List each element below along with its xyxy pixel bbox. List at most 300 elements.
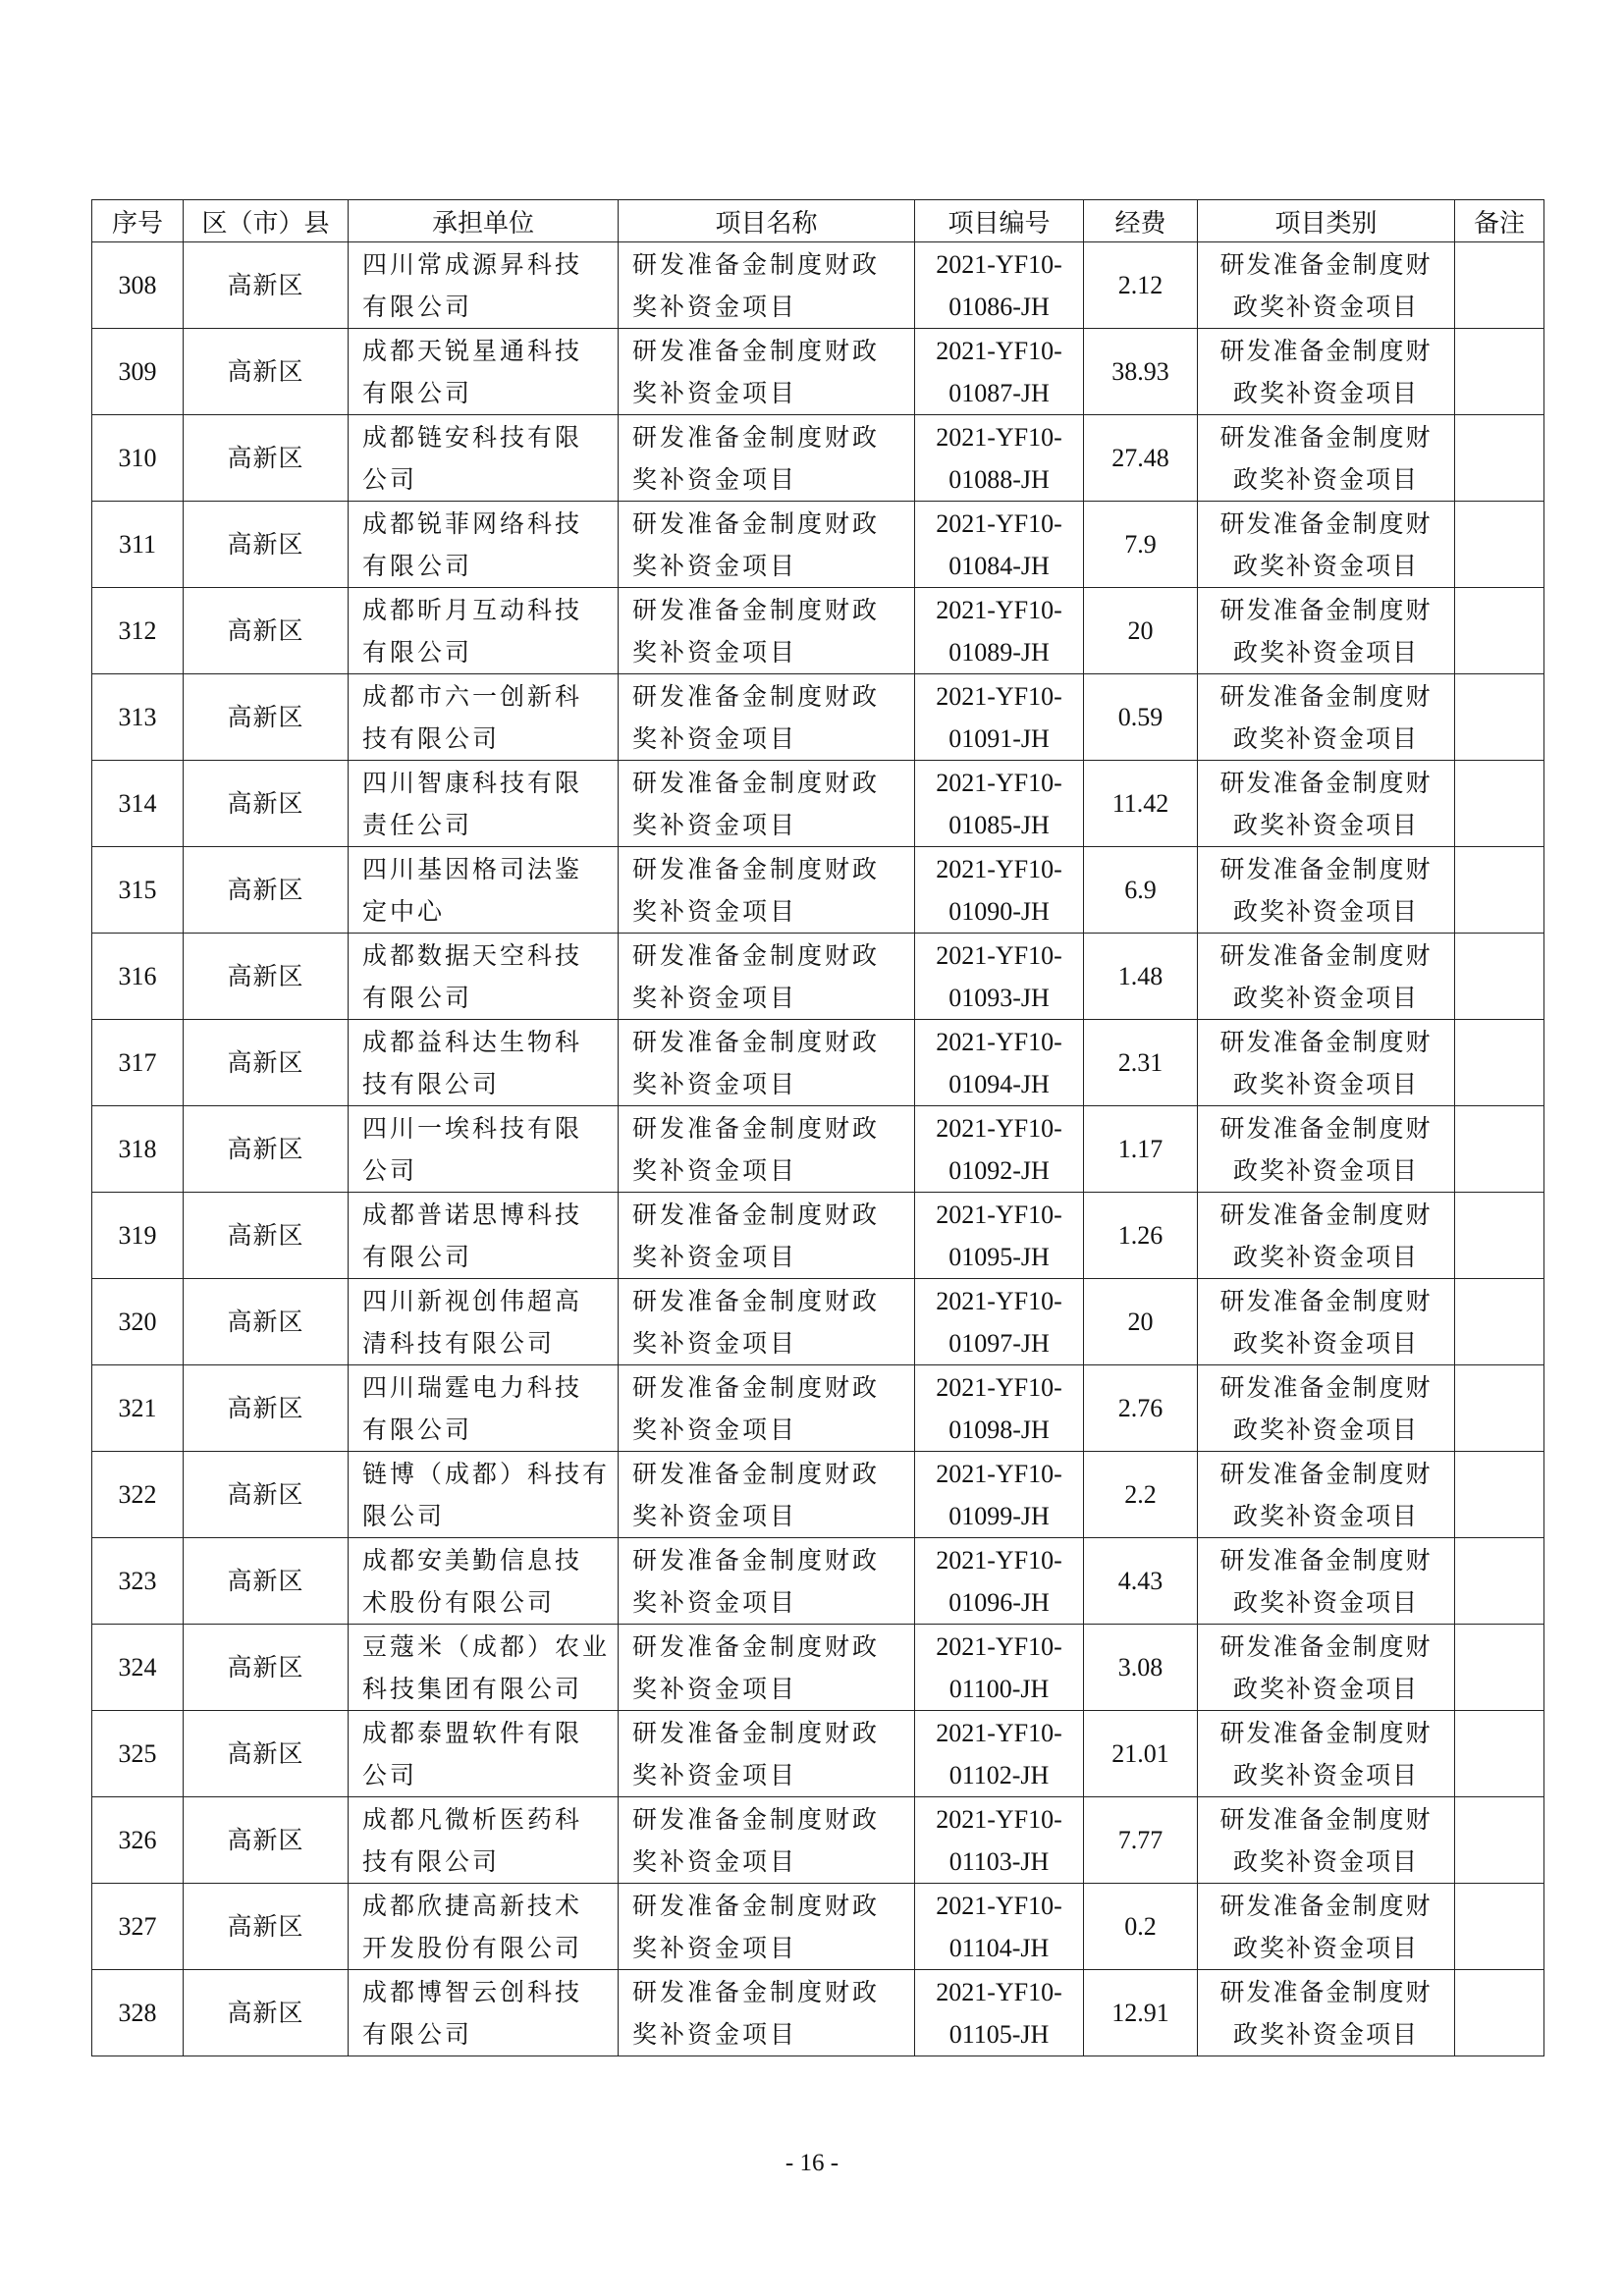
header-district: 区（市）县: [184, 200, 349, 242]
cell-note: [1455, 1538, 1544, 1625]
cell-project-name-line: 研发准备金制度财政: [632, 422, 881, 452]
table-row: [92, 674, 1544, 761]
cell-project-type-line: 研发准备金制度财: [1219, 1113, 1433, 1143]
cell-unit: [349, 761, 619, 847]
cell-no: 317: [92, 1020, 184, 1106]
cell-project-type: [1198, 934, 1455, 1020]
cell-project-code: [915, 674, 1084, 761]
cell-unit-line: 成都天锐星通科技: [362, 336, 583, 365]
cell-district: 高新区: [184, 1625, 349, 1711]
cell-fee: 3.08: [1084, 1625, 1198, 1711]
cell-project-type: [1198, 1625, 1455, 1711]
cell-note: [1455, 502, 1544, 588]
cell-project-type-line: 政奖补资金项目: [1232, 1328, 1419, 1358]
cell-project-name: [619, 1020, 915, 1106]
cell-fee: 7.77: [1084, 1797, 1198, 1884]
table-row: [92, 1106, 1544, 1193]
cell-project-type-line: 研发准备金制度财: [1219, 768, 1433, 797]
cell-note: [1455, 415, 1544, 502]
cell-project-code-line: 2021-YF10-: [936, 1372, 1062, 1402]
cell-district: 高新区: [184, 242, 349, 329]
cell-district: 高新区: [184, 674, 349, 761]
table-row: [92, 1970, 1544, 2056]
cell-project-type-line: 政奖补资金项目: [1232, 1069, 1419, 1098]
cell-note: [1455, 1797, 1544, 1884]
cell-project-code-line: 2021-YF10-: [936, 854, 1062, 883]
cell-no: 328: [92, 1970, 184, 2056]
table-row: [92, 1625, 1544, 1711]
cell-project-name: [619, 1452, 915, 1538]
cell-project-code: [915, 1884, 1084, 1970]
cell-project-name: [619, 502, 915, 588]
cell-project-name-line: 研发准备金制度财政: [632, 681, 881, 711]
cell-no: 313: [92, 674, 184, 761]
cell-project-type-line: 研发准备金制度财: [1219, 1545, 1433, 1575]
cell-fee: 7.9: [1084, 502, 1198, 588]
cell-unit-line: 四川常成源昇科技: [362, 249, 583, 279]
cell-unit-line: 四川智康科技有限: [362, 768, 583, 797]
cell-unit-line: 有限公司: [362, 1242, 473, 1271]
cell-project-name-line: 奖补资金项目: [632, 464, 798, 494]
cell-unit: [349, 1193, 619, 1279]
cell-project-name: [619, 1797, 915, 1884]
cell-note: [1455, 1884, 1544, 1970]
cell-project-type-line: 政奖补资金项目: [1232, 292, 1419, 321]
cell-project-code-line: 01105-JH: [948, 2019, 1050, 2049]
header-no: 序号: [92, 200, 184, 242]
cell-unit: [349, 1452, 619, 1538]
cell-project-type-line: 研发准备金制度财: [1219, 1718, 1433, 1747]
cell-unit-line: 成都链安科技有限: [362, 422, 583, 452]
cell-unit-line: 责任公司: [362, 810, 473, 839]
page-number: - 16 -: [785, 2150, 839, 2176]
cell-note: [1455, 847, 1544, 934]
cell-project-name-line: 奖补资金项目: [632, 723, 798, 753]
cell-district: 高新区: [184, 1711, 349, 1797]
cell-project-code-line: 01103-JH: [948, 1846, 1050, 1876]
cell-fee: 1.26: [1084, 1193, 1198, 1279]
cell-project-type-line: 研发准备金制度财: [1219, 681, 1433, 711]
cell-district: 高新区: [184, 1452, 349, 1538]
cell-project-code: [915, 1711, 1084, 1797]
cell-project-code: [915, 1020, 1084, 1106]
cell-no: 309: [92, 329, 184, 415]
header-project-name: 项目名称: [619, 200, 915, 242]
cell-fee: 6.9: [1084, 847, 1198, 934]
cell-project-type: [1198, 1193, 1455, 1279]
cell-project-code: [915, 1106, 1084, 1193]
cell-project-code-line: 2021-YF10-: [936, 1459, 1062, 1488]
cell-district: 高新区: [184, 1279, 349, 1365]
cell-project-type-line: 政奖补资金项目: [1232, 2019, 1419, 2049]
cell-no: 308: [92, 242, 184, 329]
cell-project-code-line: 01102-JH: [948, 1760, 1050, 1789]
cell-project-type-line: 研发准备金制度财: [1219, 1977, 1433, 2006]
cell-project-type-line: 政奖补资金项目: [1232, 723, 1419, 753]
cell-project-code: [915, 761, 1084, 847]
cell-project-type-line: 研发准备金制度财: [1219, 1286, 1433, 1315]
cell-project-type-line: 政奖补资金项目: [1232, 464, 1419, 494]
cell-project-type-line: 政奖补资金项目: [1232, 551, 1419, 580]
cell-project-code-line: 2021-YF10-: [936, 1545, 1062, 1575]
cell-district: 高新区: [184, 934, 349, 1020]
cell-district: 高新区: [184, 1106, 349, 1193]
table-row: [92, 1711, 1544, 1797]
cell-no: 322: [92, 1452, 184, 1538]
cell-project-name-line: 奖补资金项目: [632, 1587, 798, 1617]
cell-project-code-line: 01092-JH: [948, 1155, 1050, 1185]
cell-no: 318: [92, 1106, 184, 1193]
cell-unit-line: 科技集团有限公司: [362, 1674, 583, 1703]
cell-no: 320: [92, 1279, 184, 1365]
cell-fee: 2.2: [1084, 1452, 1198, 1538]
cell-project-type: [1198, 329, 1455, 415]
cell-note: [1455, 588, 1544, 674]
cell-project-type: [1198, 1365, 1455, 1452]
cell-project-code: [915, 242, 1084, 329]
cell-unit-line: 成都泰盟软件有限: [362, 1718, 583, 1747]
cell-project-code-line: 01093-JH: [948, 983, 1050, 1012]
cell-project-name-line: 奖补资金项目: [632, 551, 798, 580]
cell-project-name-line: 奖补资金项目: [632, 637, 798, 667]
cell-district: 高新区: [184, 1193, 349, 1279]
table-row: [92, 502, 1544, 588]
cell-project-code-line: 01084-JH: [948, 551, 1050, 580]
cell-note: [1455, 1193, 1544, 1279]
cell-unit-line: 开发股份有限公司: [362, 1933, 583, 1962]
cell-project-name: [619, 1193, 915, 1279]
cell-fee: 38.93: [1084, 329, 1198, 415]
cell-unit-line: 有限公司: [362, 292, 473, 321]
cell-project-name-line: 奖补资金项目: [632, 1242, 798, 1271]
cell-unit-line: 有限公司: [362, 2019, 473, 2049]
cell-project-type: [1198, 1106, 1455, 1193]
table-row: [92, 761, 1544, 847]
cell-project-code-line: 2021-YF10-: [936, 1891, 1062, 1920]
cell-project-name-line: 研发准备金制度财政: [632, 1286, 881, 1315]
cell-unit-line: 成都安美勤信息技: [362, 1545, 583, 1575]
cell-unit: [349, 934, 619, 1020]
cell-project-name: [619, 847, 915, 934]
cell-district: 高新区: [184, 415, 349, 502]
cell-project-type-line: 政奖补资金项目: [1232, 1760, 1419, 1789]
cell-unit: [349, 1970, 619, 2056]
cell-unit: [349, 415, 619, 502]
cell-project-code-line: 01095-JH: [948, 1242, 1050, 1271]
table-row: [92, 934, 1544, 1020]
cell-project-code-line: 2021-YF10-: [936, 508, 1062, 538]
cell-project-name-line: 研发准备金制度财政: [632, 1804, 881, 1834]
cell-project-name-line: 研发准备金制度财政: [632, 1113, 881, 1143]
cell-project-name: [619, 1884, 915, 1970]
table-row: [92, 1452, 1544, 1538]
cell-project-type-line: 研发准备金制度财: [1219, 1200, 1433, 1229]
cell-project-code-line: 2021-YF10-: [936, 681, 1062, 711]
cell-project-code: [915, 1625, 1084, 1711]
cell-project-code-line: 01097-JH: [948, 1328, 1050, 1358]
cell-unit: [349, 588, 619, 674]
cell-fee: 1.17: [1084, 1106, 1198, 1193]
cell-unit: [349, 1711, 619, 1797]
cell-no: 323: [92, 1538, 184, 1625]
cell-fee: 1.48: [1084, 934, 1198, 1020]
table-row: [92, 1884, 1544, 1970]
cell-unit-line: 定中心: [362, 896, 446, 926]
cell-project-code-line: 01099-JH: [948, 1501, 1050, 1530]
table-row: [92, 588, 1544, 674]
cell-note: [1455, 1452, 1544, 1538]
cell-project-name-line: 奖补资金项目: [632, 983, 798, 1012]
cell-project-name-line: 研发准备金制度财政: [632, 1372, 881, 1402]
cell-unit-line: 公司: [362, 1155, 418, 1185]
cell-project-type-line: 政奖补资金项目: [1232, 637, 1419, 667]
cell-unit-line: 清科技有限公司: [362, 1328, 556, 1358]
cell-project-type: [1198, 1797, 1455, 1884]
cell-fee: 4.43: [1084, 1538, 1198, 1625]
cell-project-type: [1198, 1711, 1455, 1797]
table-body: [92, 242, 1544, 2056]
cell-project-code: [915, 1538, 1084, 1625]
cell-fee: 27.48: [1084, 415, 1198, 502]
table-row: [92, 1193, 1544, 1279]
cell-district: 高新区: [184, 502, 349, 588]
cell-project-type-line: 研发准备金制度财: [1219, 1372, 1433, 1402]
cell-project-name-line: 研发准备金制度财政: [632, 1718, 881, 1747]
cell-unit-line: 有限公司: [362, 378, 473, 407]
cell-unit: [349, 1538, 619, 1625]
cell-unit: [349, 242, 619, 329]
cell-project-type-line: 研发准备金制度财: [1219, 1631, 1433, 1661]
cell-no: 326: [92, 1797, 184, 1884]
cell-project-name-line: 奖补资金项目: [632, 1415, 798, 1444]
cell-fee: 12.91: [1084, 1970, 1198, 2056]
cell-project-name-line: 奖补资金项目: [632, 1846, 798, 1876]
cell-unit-line: 成都昕月互动科技: [362, 595, 583, 624]
cell-project-code-line: 01098-JH: [948, 1415, 1050, 1444]
cell-fee: 11.42: [1084, 761, 1198, 847]
cell-project-name: [619, 934, 915, 1020]
header-row: [92, 200, 1544, 242]
cell-fee: 0.2: [1084, 1884, 1198, 1970]
cell-unit-line: 成都数据天空科技: [362, 940, 583, 970]
cell-unit-line: 术股份有限公司: [362, 1587, 556, 1617]
cell-project-code-line: 2021-YF10-: [936, 1027, 1062, 1056]
cell-unit: [349, 674, 619, 761]
cell-district: 高新区: [184, 1538, 349, 1625]
cell-project-code-line: 2021-YF10-: [936, 249, 1062, 279]
cell-project-type-line: 研发准备金制度财: [1219, 1459, 1433, 1488]
cell-project-code-line: 2021-YF10-: [936, 595, 1062, 624]
cell-project-type-line: 政奖补资金项目: [1232, 378, 1419, 407]
cell-project-type-line: 政奖补资金项目: [1232, 1155, 1419, 1185]
cell-unit-line: 豆蔻米（成都）农业: [362, 1631, 611, 1661]
cell-project-type-line: 政奖补资金项目: [1232, 1587, 1419, 1617]
cell-no: 319: [92, 1193, 184, 1279]
cell-project-type-line: 政奖补资金项目: [1232, 1846, 1419, 1876]
cell-unit: [349, 847, 619, 934]
cell-project-type: [1198, 1884, 1455, 1970]
cell-unit: [349, 502, 619, 588]
cell-project-code-line: 2021-YF10-: [936, 1200, 1062, 1229]
cell-no: 314: [92, 761, 184, 847]
cell-project-code-line: 01096-JH: [948, 1587, 1050, 1617]
table-row: [92, 1279, 1544, 1365]
cell-project-code-line: 01094-JH: [948, 1069, 1050, 1098]
cell-fee: 21.01: [1084, 1711, 1198, 1797]
cell-project-name-line: 奖补资金项目: [632, 896, 798, 926]
cell-unit-line: 公司: [362, 1760, 418, 1789]
cell-unit-line: 链博（成都）科技有: [362, 1459, 611, 1488]
cell-note: [1455, 1625, 1544, 1711]
cell-project-type-line: 政奖补资金项目: [1232, 1674, 1419, 1703]
table-row: [92, 415, 1544, 502]
cell-project-type-line: 政奖补资金项目: [1232, 1933, 1419, 1962]
cell-project-code-line: 01089-JH: [948, 637, 1050, 667]
cell-project-name: [619, 1279, 915, 1365]
cell-project-code: [915, 1452, 1084, 1538]
cell-project-name-line: 研发准备金制度财政: [632, 1027, 881, 1056]
cell-project-name-line: 研发准备金制度财政: [632, 768, 881, 797]
cell-project-code: [915, 1797, 1084, 1884]
cell-project-code-line: 2021-YF10-: [936, 940, 1062, 970]
cell-project-name-line: 研发准备金制度财政: [632, 508, 881, 538]
cell-project-code-line: 01091-JH: [948, 723, 1050, 753]
cell-unit: [349, 1797, 619, 1884]
cell-unit-line: 技有限公司: [362, 723, 501, 753]
table-row: [92, 847, 1544, 934]
grant-table: [91, 199, 1544, 2056]
table-row: [92, 242, 1544, 329]
cell-project-name-line: 奖补资金项目: [632, 1155, 798, 1185]
cell-note: [1455, 934, 1544, 1020]
cell-project-name: [619, 588, 915, 674]
cell-unit: [349, 1365, 619, 1452]
cell-project-code-line: 01090-JH: [948, 896, 1050, 926]
cell-project-name-line: 奖补资金项目: [632, 1760, 798, 1789]
cell-district: 高新区: [184, 1365, 349, 1452]
cell-project-type: [1198, 588, 1455, 674]
cell-project-name-line: 奖补资金项目: [632, 378, 798, 407]
cell-unit-line: 技有限公司: [362, 1069, 501, 1098]
cell-project-type-line: 研发准备金制度财: [1219, 1027, 1433, 1056]
cell-project-name-line: 奖补资金项目: [632, 292, 798, 321]
cell-project-type-line: 政奖补资金项目: [1232, 896, 1419, 926]
header-note: 备注: [1455, 200, 1544, 242]
cell-project-code-line: 2021-YF10-: [936, 768, 1062, 797]
cell-project-code-line: 01104-JH: [948, 1933, 1050, 1962]
cell-unit-line: 有限公司: [362, 637, 473, 667]
cell-project-type-line: 研发准备金制度财: [1219, 508, 1433, 538]
cell-project-type-line: 政奖补资金项目: [1232, 810, 1419, 839]
cell-project-code: [915, 329, 1084, 415]
cell-project-type: [1198, 502, 1455, 588]
cell-project-name-line: 研发准备金制度财政: [632, 1459, 881, 1488]
cell-project-name-line: 研发准备金制度财政: [632, 1977, 881, 2006]
cell-project-name: [619, 415, 915, 502]
cell-note: [1455, 329, 1544, 415]
cell-note: [1455, 1711, 1544, 1797]
cell-project-code-line: 01086-JH: [948, 292, 1050, 321]
cell-district: 高新区: [184, 1797, 349, 1884]
cell-project-type-line: 研发准备金制度财: [1219, 940, 1433, 970]
cell-note: [1455, 674, 1544, 761]
cell-project-type: [1198, 1020, 1455, 1106]
cell-district: 高新区: [184, 1020, 349, 1106]
cell-unit-line: 四川瑞霆电力科技: [362, 1372, 583, 1402]
cell-unit: [349, 1106, 619, 1193]
cell-project-name-line: 研发准备金制度财政: [632, 1891, 881, 1920]
cell-project-code-line: 2021-YF10-: [936, 1631, 1062, 1661]
cell-unit-line: 成都市六一创新科: [362, 681, 583, 711]
cell-district: 高新区: [184, 1970, 349, 2056]
cell-project-code-line: 2021-YF10-: [936, 1718, 1062, 1747]
cell-project-code-line: 01087-JH: [948, 378, 1050, 407]
cell-project-name: [619, 1365, 915, 1452]
cell-project-code: [915, 847, 1084, 934]
cell-project-name-line: 研发准备金制度财政: [632, 940, 881, 970]
cell-project-name-line: 研发准备金制度财政: [632, 1200, 881, 1229]
cell-project-type: [1198, 1970, 1455, 2056]
cell-district: 高新区: [184, 1884, 349, 1970]
cell-project-name: [619, 1625, 915, 1711]
cell-project-code: [915, 415, 1084, 502]
cell-project-code-line: 01088-JH: [948, 464, 1050, 494]
cell-project-code-line: 2021-YF10-: [936, 336, 1062, 365]
cell-project-name-line: 奖补资金项目: [632, 1674, 798, 1703]
cell-project-type: [1198, 761, 1455, 847]
cell-note: [1455, 1020, 1544, 1106]
cell-project-name-line: 研发准备金制度财政: [632, 1631, 881, 1661]
cell-project-name-line: 研发准备金制度财政: [632, 336, 881, 365]
table-row: [92, 329, 1544, 415]
cell-project-name: [619, 761, 915, 847]
cell-project-name-line: 研发准备金制度财政: [632, 854, 881, 883]
cell-project-type-line: 研发准备金制度财: [1219, 336, 1433, 365]
cell-project-type-line: 研发准备金制度财: [1219, 422, 1433, 452]
cell-project-name: [619, 242, 915, 329]
cell-unit-line: 成都普诺思博科技: [362, 1200, 583, 1229]
cell-project-name-line: 奖补资金项目: [632, 810, 798, 839]
cell-note: [1455, 1106, 1544, 1193]
cell-project-name: [619, 329, 915, 415]
cell-project-type-line: 研发准备金制度财: [1219, 249, 1433, 279]
cell-no: 327: [92, 1884, 184, 1970]
header-fee: 经费: [1084, 200, 1198, 242]
table-row: [92, 1365, 1544, 1452]
cell-project-name-line: 研发准备金制度财政: [632, 249, 881, 279]
cell-project-code-line: 2021-YF10-: [936, 1977, 1062, 2006]
cell-note: [1455, 1970, 1544, 2056]
cell-no: 315: [92, 847, 184, 934]
cell-project-code: [915, 1970, 1084, 2056]
cell-unit-line: 四川基因格司法鉴: [362, 854, 583, 883]
table-row: [92, 1538, 1544, 1625]
cell-project-type: [1198, 847, 1455, 934]
cell-unit-line: 有限公司: [362, 551, 473, 580]
cell-fee: 0.59: [1084, 674, 1198, 761]
cell-no: 321: [92, 1365, 184, 1452]
cell-note: [1455, 761, 1544, 847]
cell-project-type: [1198, 1279, 1455, 1365]
cell-project-name: [619, 1970, 915, 2056]
cell-project-code: [915, 502, 1084, 588]
cell-unit-line: 成都博智云创科技: [362, 1977, 583, 2006]
table-row: [92, 1020, 1544, 1106]
cell-project-name-line: 奖补资金项目: [632, 2019, 798, 2049]
cell-unit-line: 四川新视创伟超高: [362, 1286, 583, 1315]
cell-project-type-line: 政奖补资金项目: [1232, 1501, 1419, 1530]
cell-note: [1455, 1365, 1544, 1452]
